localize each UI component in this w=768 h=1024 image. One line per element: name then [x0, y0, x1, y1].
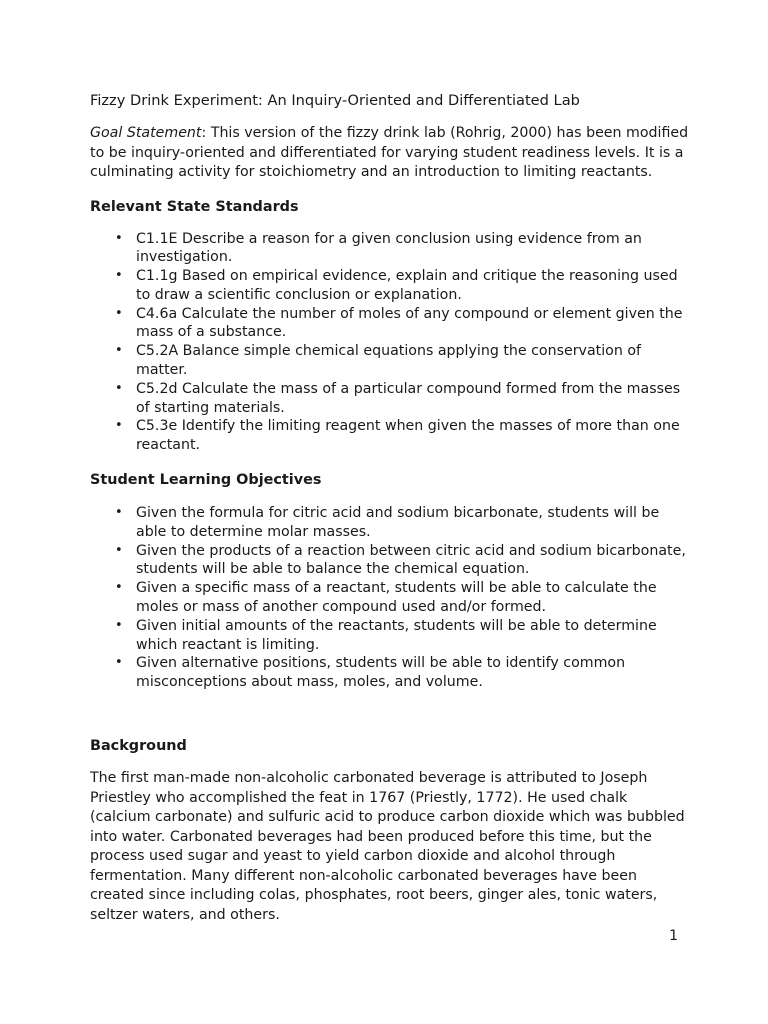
page-number: 1 — [669, 928, 678, 944]
list-item-text: Given alternative positions, students will be able to identify common misconceptions about mass, moles, and volume. — [136, 655, 626, 691]
bullet-icon: • — [115, 617, 123, 633]
list-item — [90, 230, 690, 268]
standards-list — [90, 230, 690, 456]
bullet-icon: • — [115, 542, 123, 558]
list-item-text: C5.3e Identify the limiting reagent when given the masses of more than one reactant. — [136, 418, 680, 454]
list-item — [90, 617, 690, 655]
bullet-icon: • — [115, 655, 123, 671]
background-paragraph: The first man-made non-alcoholic carbonated beverage is attributed to Joseph Priestley who accomplished the feat in 1767 (Priestly, 1772). He used chalk (calcium carbonate) and sulfuric acid to produce carbon dioxide which was bubbled into water. Carbonated beverages had been produced before this time, but the process used sugar and yeast to yield carbon dioxide and alcohol through fermentation. Many different non-alcoholic carbonated beverages have been created since including colas, phosphates, root beers, ginger ales, tonic waters, seltzer waters, and others. — [90, 770, 685, 923]
list-item — [90, 342, 690, 380]
bullet-icon: • — [115, 580, 123, 596]
document-title: Fizzy Drink Experiment: An Inquiry-Oriented and Differentiated Lab — [90, 92, 580, 109]
bullet-icon: • — [115, 418, 123, 434]
background-heading: Background — [90, 738, 187, 755]
goal-statement-text: : This version of the fizzy drink lab (Rohrig, 2000) has been modified to be inquiry-oriented and differentiated for varying student readiness levels. It is a culminating activity for stoichiometry and an introduction to limiting reactants. — [90, 125, 689, 180]
list-item-text: C1.1E Describe a reason for a given conclusion using evidence from an investigation. — [136, 230, 642, 266]
list-item — [90, 579, 690, 617]
bullet-icon: • — [115, 268, 123, 284]
objectives-heading: Student Learning Objectives — [90, 472, 322, 489]
list-item — [90, 267, 690, 305]
bullet-icon: • — [115, 343, 123, 359]
list-item-text: Given a specific mass of a reactant, students will be able to calculate the moles or mass of another compound used and/or formed. — [136, 580, 657, 616]
bullet-icon: • — [115, 305, 123, 321]
goal-statement — [90, 124, 690, 183]
list-item — [90, 380, 690, 418]
list-item-text: C4.6a Calculate the number of moles of any compound or element given the mass of a substance. — [136, 305, 683, 341]
list-item-text: C1.1g Based on empirical evidence, explain and critique the reasoning used to draw a scientific conclusion or explanation. — [136, 268, 678, 303]
list-item-text: C5.2d Calculate the mass of a particular compound formed from the masses of starting materials. — [136, 380, 681, 416]
page-content — [90, 90, 690, 925]
bullet-icon: • — [115, 505, 123, 521]
goal-statement-label: Goal Statement — [90, 125, 202, 141]
list-item — [90, 542, 690, 580]
list-item-text: Given the products of a reaction between citric acid and sodium bicarbonate, students will be able to balance the chemical equation. — [136, 542, 686, 578]
list-item — [90, 504, 690, 542]
objectives-list — [90, 504, 690, 692]
list-item-text: Given the formula for citric acid and sodium bicarbonate, students will be able to determine molar masses. — [136, 505, 660, 540]
list-item-text: C5.2A Balance simple chemical equations applying the conservation of matter. — [136, 343, 642, 379]
list-item — [90, 305, 690, 343]
bullet-icon: • — [115, 380, 123, 396]
bullet-icon: • — [115, 230, 123, 246]
list-item — [90, 417, 690, 455]
list-item — [90, 654, 690, 692]
list-item-text: Given initial amounts of the reactants, students will be able to determine which reactant is limiting. — [136, 617, 657, 653]
standards-heading: Relevant State Standards — [90, 198, 299, 215]
